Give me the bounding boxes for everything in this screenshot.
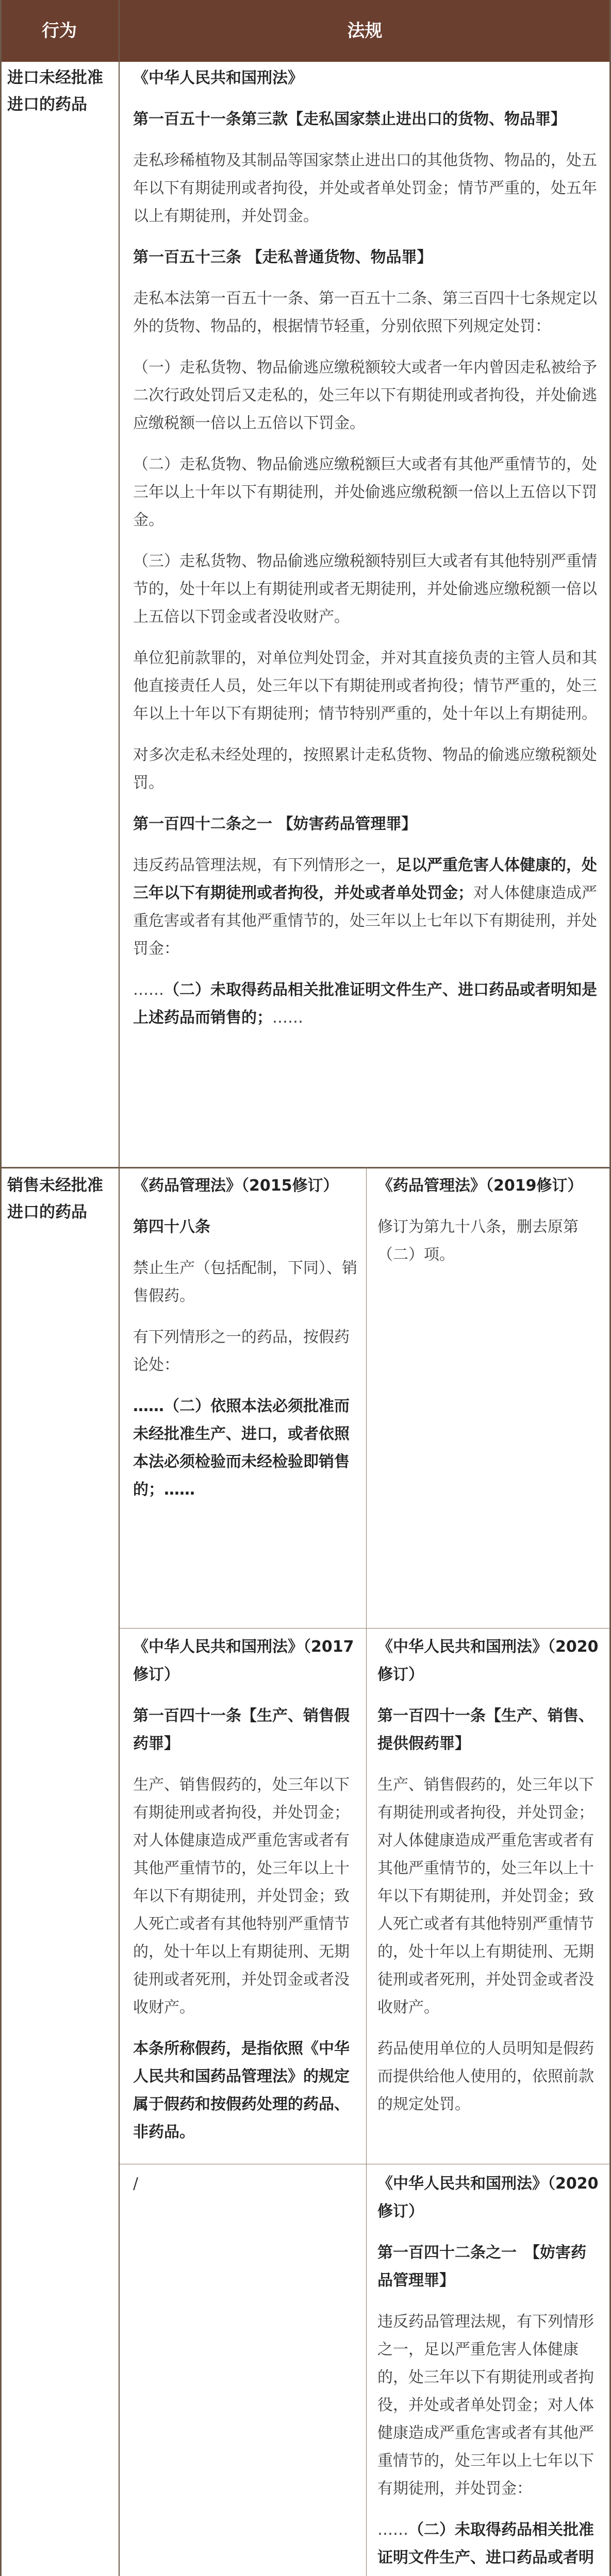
- row1-art153-unit: 单位犯前款罪的，对单位判处罚金，并对其直接负责的主管人员和其他直接责任人员，处三年以下有期徒刑或者拘役；情节严重的，处三年以上十年以下有期徒刑；情节特别严重的，处十年以上有期徒刑。: [133, 649, 597, 723]
- row1-art151-title: 第一百五十一条第三款【走私国家禁止进出口的货物、物品罪】: [133, 110, 566, 128]
- row2-dal2019-title: 《药品管理法》（2019修订）: [377, 1177, 583, 1195]
- header-law: 法规: [347, 21, 383, 41]
- row2-dal2015-article: 第四十八条: [133, 1218, 210, 1236]
- row1-law-content: [133, 64, 600, 1045]
- row-divider: [0, 1167, 611, 1168]
- row2-crim2020-article: 第一百四十一条【生产、销售、提供假药罪】: [377, 1707, 594, 1753]
- row2-dal2015-title: 《药品管理法》（2015修订）: [133, 1177, 339, 1195]
- row1-art142-item-b: （二）未取得药品相关批准证明文件生产、进口药品或者明知是上述药品而销售的；: [133, 981, 597, 1027]
- row2-crim2020-title: 《中华人民共和国刑法》（2020修订）: [377, 1638, 599, 1684]
- row1-art142-text-b: 足以严重危害人体健康的，处三年以下有期徒刑或者拘役，并处或者单处罚金；: [133, 856, 597, 902]
- row2-dal2015-p3: ……（二）依照本法必须批准而未经批准生产、进口，或者依照本法必须检验而未经检验即销售的；……: [133, 1397, 350, 1499]
- row1-art153-title: 第一百五十三条 【走私普通货物、物品罪】: [133, 248, 433, 266]
- row1-art142-title: 第一百四十二条之一 【妨害药品管理罪】: [133, 815, 417, 833]
- column-divider: [119, 0, 120, 2576]
- row1-art142-item-a: ……: [133, 981, 164, 999]
- row2-crim2017-cell: [133, 1633, 359, 2160]
- header-behavior: 行为: [42, 21, 77, 41]
- row1-art153-item2: （二）走私货物、物品偷逃应缴税额巨大或者有其他严重情节的，处三年以上十年以下有期徒刑，并处偷逃应缴税额一倍以上五倍以下罚金。: [133, 455, 597, 529]
- row2-dal2019-text: 修订为第九十八条，删去原第（二）项。: [377, 1218, 579, 1264]
- row1-art142-items: [133, 976, 600, 1032]
- row2-crim2017-title: 《中华人民共和国刑法》（2017修订）: [133, 1638, 354, 1684]
- row1-art142-item-c: ……: [272, 1009, 303, 1027]
- row2-dal2015-cell: [133, 1172, 359, 1517]
- row2-dal2015-p2: 有下列情形之一的药品，按假药论处：: [133, 1328, 350, 1374]
- row2-crim2020b-cell: [377, 2170, 600, 2576]
- row1-art151-text: 走私珍稀植物及其制品等国家禁止进出口的其他货物、物品的，处五年以下有期徒刑或者拘役，并处或者单处罚金；情节严重的，处五年以上有期徒刑，并处罚金。: [133, 151, 597, 225]
- row2-crim2020b-title: 《中华人民共和国刑法》（2020修订）: [377, 2175, 599, 2221]
- table-border-left: [0, 0, 2, 2576]
- row2-dal2019-cell: [377, 1172, 600, 1282]
- row2-crim2020b-items: [377, 2516, 600, 2576]
- row1-art153-item1: （一）走私货物、物品偷逃应缴税额较大或者一年内曾因走私被给予二次行政处罚后又走私的，处三年以下有期徒刑或者拘役，并处偷逃应缴税额一倍以上五倍以下罚金。: [133, 359, 597, 432]
- table-header: [0, 0, 611, 62]
- row2-crim2017-article: 第一百四十一条【生产、销售假药罪】: [133, 1707, 350, 1753]
- row1-art142-text-a: 违反药品管理法规，有下列情形之一，: [133, 856, 396, 874]
- subrow-divider-1: [120, 1628, 609, 1629]
- row2-crim2020-unit: 药品使用单位的人员明知是假药而提供给他人使用的，依照前款的规定处罚。: [377, 2040, 594, 2113]
- row2-crim2020-text: 生产、销售假药的，处三年以下有期徒刑或者拘役，并处罚金；对人体健康造成严重危害或者有其他严重情节的，处三年以上十年以下有期徒刑，并处罚金；致人死亡或者有其他特别严重情节的，处十年以上有期徒刑、无期徒刑或者死刑，并处罚金或者没收财产。: [377, 1776, 594, 2016]
- subcolumn-divider: [366, 1167, 367, 2576]
- row1-art153-intro: 走私本法第一百五十一条、第一百五十二条、第三百四十七条规定以外的货物、物品的，根据情节轻重，分别依照下列规定处罚：: [133, 290, 597, 335]
- row2-crim2017-text: 生产、销售假药的，处三年以下有期徒刑或者拘役，并处罚金；对人体健康造成严重危害或者有其他严重情节的，处三年以上十年以下有期徒刑，并处罚金；致人死亡或者有其他特别严重情节的，处十年以上有期徒刑、无期徒刑或者死刑，并处罚金或者没收财产。: [133, 1776, 350, 2016]
- row2-crim2020b-article: 第一百四十二条之一 【妨害药品管理罪】: [377, 2244, 586, 2290]
- row2-empty-cell: [133, 2170, 359, 2211]
- row1-art153-multi: 对多次走私未经处理的，按照累计走私货物、物品的偷逃应缴税额处罚。: [133, 746, 597, 792]
- row2-slash: /: [133, 2175, 139, 2193]
- row2-dal2015-p1: 禁止生产（包括配制，下同）、销售假药。: [133, 1259, 357, 1305]
- row1-law-title: 《中华人民共和国刑法》: [133, 69, 303, 87]
- row1-art142-text: [133, 852, 600, 963]
- row2-crim2017-note: 本条所称假药，是指依照《中华人民共和国药品管理法》的规定属于假药和按假药处理的药品、非药品。: [133, 2040, 350, 2141]
- row2-behavior: 销售未经批准进口的药品: [7, 1176, 103, 1222]
- row1-art142-text-c: 对人体健康造成严重危害或者有其他严重情节的，处三年以上七年以下有期徒刑，并处罚金：: [133, 884, 597, 958]
- row2-crim2020b-item-b: （二）未取得药品相关批准证明文件生产、进口药品或者明: [377, 2521, 594, 2567]
- row2-crim2020-cell: [377, 1633, 600, 2132]
- row2-crim2020b-text: 违反药品管理法规，有下列情形之一，足以严重危害人体健康的，处三年以下有期徒刑或者拘役，并处或者单处罚金；对人体健康造成严重危害或者有其他严重情节的，处三年以上七年以下有期徒刑，并处罚金：: [377, 2313, 594, 2498]
- row1-art153-item3: （三）走私货物、物品偷逃应缴税额特别巨大或者有其他特别严重情节的，处十年以上有期徒刑或者无期徒刑，并处偷逃应缴税额一倍以上五倍以下罚金或者没收财产。: [133, 552, 597, 626]
- row1-behavior: 进口未经批准进口的药品: [7, 69, 103, 114]
- row2-crim2020b-item-a: ……: [377, 2521, 408, 2539]
